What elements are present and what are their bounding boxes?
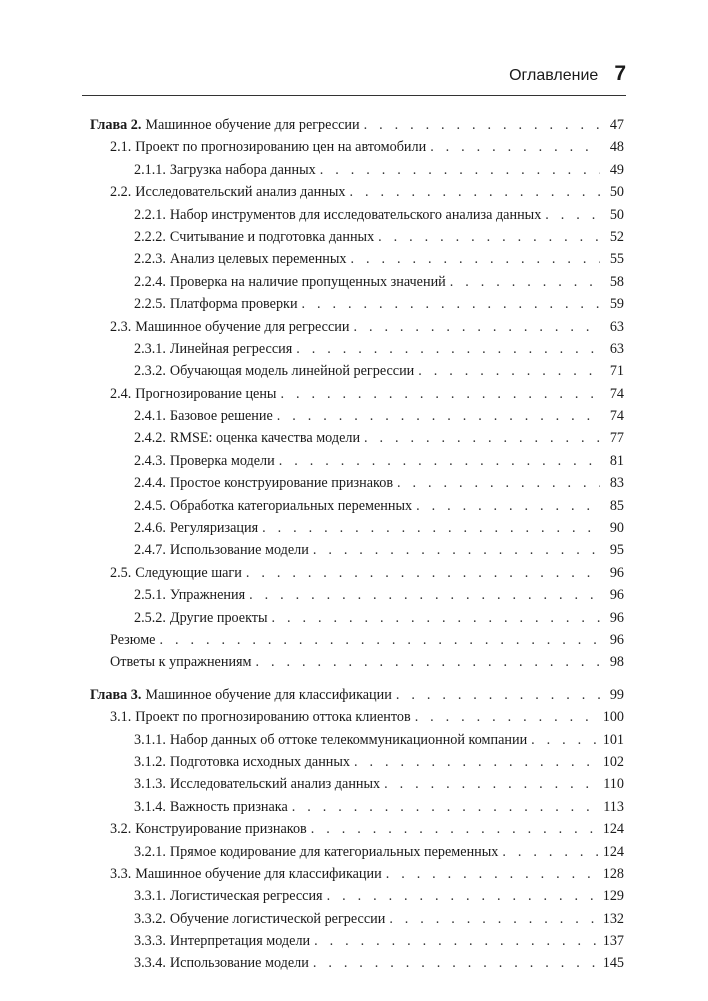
dot-leader	[354, 751, 599, 773]
toc-entry[interactable]	[90, 517, 624, 539]
toc-entry-title: Загрузка набора данных	[169, 161, 316, 178]
toc-entry-page: 49	[609, 161, 624, 178]
dot-leader	[450, 271, 600, 293]
toc-entry-page: 132	[602, 910, 624, 927]
toc-entry[interactable]	[90, 562, 624, 584]
toc-entry-page: 90	[609, 520, 624, 537]
dot-leader	[262, 517, 600, 539]
toc-entry[interactable]	[90, 751, 624, 773]
toc-entry-title: Набор данных об оттоке телекоммуникационной компании	[169, 731, 528, 748]
dot-leader	[302, 293, 600, 315]
toc-entry-page: 101	[602, 731, 624, 748]
toc-entry[interactable]	[90, 159, 624, 181]
toc-entry[interactable]	[90, 818, 624, 840]
toc-entry-title: Машинное обучение для регрессии	[135, 318, 350, 335]
toc-entry-title: Интерпретация модели	[169, 933, 311, 950]
toc-entry-number: 3.3.1.	[134, 888, 166, 905]
toc-entry-title: Важность признака	[169, 798, 288, 815]
dot-leader	[531, 729, 599, 751]
toc-entry[interactable]	[90, 450, 624, 472]
toc-entry-page: 52	[609, 228, 624, 245]
toc-entry[interactable]	[90, 383, 624, 405]
toc-entry-page: 74	[609, 385, 624, 402]
toc-entry-title: Упражнения	[169, 587, 246, 604]
toc-entry[interactable]	[90, 729, 624, 751]
dot-leader	[396, 684, 600, 706]
toc-entry-number: 2.4.1.	[134, 408, 166, 425]
toc-entry-title: Исследовательский анализ данных	[169, 776, 381, 793]
dot-leader	[314, 930, 599, 952]
toc-entry-page: 95	[609, 542, 624, 559]
dot-leader	[418, 360, 600, 382]
toc-entry[interactable]	[90, 360, 624, 382]
toc-entry-title: Простое конструирование признаков	[169, 475, 394, 492]
toc-entry[interactable]	[90, 863, 624, 885]
toc-entry-title: Считывание и подготовка данных	[169, 228, 375, 245]
toc-entry[interactable]	[90, 908, 624, 930]
toc-chapter-entry[interactable]	[90, 684, 624, 706]
toc-entry-number: 2.4.7.	[134, 542, 166, 559]
toc-entry[interactable]	[90, 629, 624, 651]
toc-entry-number: 3.3.	[110, 865, 132, 882]
toc-entry-title: Прямое кодирование для категориальных переменных	[169, 843, 499, 860]
dot-leader	[386, 863, 599, 885]
dot-leader	[351, 248, 600, 270]
toc-entry[interactable]	[90, 584, 624, 606]
toc-entry-number: 3.1.1.	[134, 731, 166, 748]
dot-leader	[320, 159, 600, 181]
toc-entry[interactable]	[90, 316, 624, 338]
dot-leader	[502, 841, 598, 863]
toc-entry-page: 77	[609, 430, 624, 447]
dot-leader	[311, 818, 599, 840]
toc-entry-number: 2.2.5.	[134, 296, 166, 313]
toc-entry-page: 71	[609, 363, 624, 380]
dot-leader	[313, 952, 599, 974]
toc-entry-page: 47	[609, 117, 624, 133]
toc-entry-page: 98	[609, 654, 624, 671]
toc-entry-number: Глава 2.	[90, 117, 142, 133]
toc-entry[interactable]	[90, 651, 624, 673]
dot-leader	[296, 338, 600, 360]
toc-entry-number: 2.4.	[110, 385, 132, 402]
header-rule	[82, 95, 626, 96]
toc-entry-title: Проект по прогнозированию цен на автомобили	[135, 139, 427, 156]
header-title: Оглавление	[509, 67, 599, 84]
dot-leader	[277, 405, 600, 427]
toc-entry[interactable]	[90, 952, 624, 974]
toc-entry-page: 96	[609, 587, 624, 604]
dot-leader	[280, 383, 600, 405]
toc-entry-page: 129	[602, 888, 624, 905]
toc-entry[interactable]	[90, 796, 624, 818]
toc-entry-page: 124	[602, 821, 624, 838]
toc-entry-title: Использование модели	[169, 542, 309, 559]
toc-entry-number: 3.3.3.	[134, 933, 166, 950]
dot-leader	[364, 114, 600, 136]
toc-entry-number: 2.1.	[110, 139, 132, 156]
toc-entry-number: 3.1.3.	[134, 776, 166, 793]
toc-entry[interactable]	[90, 271, 624, 293]
toc-entry-title: Анализ целевых переменных	[169, 251, 347, 268]
toc-entry-number: 2.2.2.	[134, 228, 166, 245]
toc-entry-page: 99	[609, 686, 624, 703]
toc-entry-title: Резюме	[110, 631, 156, 648]
toc-entry-page: 102	[602, 753, 624, 770]
toc-entry-title: Другие проекты	[169, 609, 268, 626]
page-number: 7	[614, 62, 626, 85]
toc-entry[interactable]	[90, 539, 624, 561]
toc-entry[interactable]	[90, 930, 624, 952]
toc-entry[interactable]	[90, 495, 624, 517]
toc-entry-number: 2.4.2.	[134, 430, 166, 447]
toc-entry-page: 48	[609, 139, 624, 156]
dot-leader	[416, 495, 600, 517]
toc-entry-page: 58	[609, 273, 624, 290]
dot-leader	[292, 796, 599, 818]
toc-entry-title: Подготовка исходных данных	[169, 753, 351, 770]
toc-entry[interactable]	[90, 841, 624, 863]
toc-entry-title: Линейная регрессия	[169, 340, 293, 357]
toc-entry[interactable]	[90, 226, 624, 248]
toc-entry-page: 74	[609, 408, 624, 425]
dot-leader	[256, 651, 600, 673]
toc-entry[interactable]	[90, 338, 624, 360]
toc-entry-page: 145	[602, 955, 624, 972]
toc-entry-number: 2.2.1.	[134, 206, 166, 223]
toc-entry-number: 3.2.	[110, 821, 132, 838]
toc-entry-number: 2.1.1.	[134, 161, 166, 178]
toc-entry[interactable]	[90, 472, 624, 494]
toc-entry-title: Проверка модели	[169, 452, 275, 469]
toc-entry-title: Следующие шаги	[135, 564, 242, 581]
toc-entry-number: 2.3.	[110, 318, 132, 335]
toc-entry-number: 2.4.3.	[134, 452, 166, 469]
dot-leader	[378, 226, 600, 248]
dot-leader	[545, 204, 600, 226]
toc-entry[interactable]	[90, 181, 624, 203]
dot-leader	[350, 181, 601, 203]
dot-leader	[353, 316, 600, 338]
toc-entry[interactable]	[90, 706, 624, 728]
toc-entry-number: 2.5.2.	[134, 609, 166, 626]
toc-entry-page: 100	[602, 709, 624, 726]
dot-leader	[389, 908, 598, 930]
toc-entry-page: 50	[609, 184, 624, 201]
toc-entry-title: Проверка на наличие пропущенных значений	[169, 273, 446, 290]
toc-entry-page: 55	[609, 251, 624, 268]
toc-entry-page: 59	[609, 296, 624, 313]
toc-entry-title: RMSE: оценка качества модели	[169, 430, 361, 447]
toc-entry-title: Обучение логистической регрессии	[169, 910, 386, 927]
dot-leader	[415, 706, 599, 728]
toc-entry-page: 110	[603, 776, 624, 793]
toc-entry-number: 2.2.3.	[134, 251, 166, 268]
toc-entry-number: 2.5.	[110, 564, 132, 581]
toc-entry-title: Базовое решение	[169, 408, 273, 425]
toc-entry-title: Проект по прогнозированию оттока клиентов	[135, 709, 411, 726]
toc-entry-number: 2.3.2.	[134, 363, 166, 380]
toc-entry-title: Исследовательский анализ данных	[135, 184, 346, 201]
toc-entry-page: 63	[609, 318, 624, 335]
toc-entry-title: Ответы к упражнениям	[110, 654, 252, 671]
dot-leader	[327, 885, 599, 907]
toc-entry-number: 3.3.4.	[134, 955, 166, 972]
dot-leader	[279, 450, 600, 472]
toc-entry-title: Использование модели	[169, 955, 309, 972]
toc-entry[interactable]	[90, 136, 624, 158]
toc-entry-number: 3.3.2.	[134, 910, 166, 927]
toc-entry-number: 3.1.	[110, 709, 132, 726]
toc-entry-number: 2.5.1.	[134, 587, 166, 604]
toc-entry-number: 2.3.1.	[134, 340, 166, 357]
toc-entry[interactable]	[90, 204, 624, 226]
toc-entry[interactable]	[90, 405, 624, 427]
toc-entry-page: 137	[602, 933, 624, 950]
dot-leader	[272, 607, 600, 629]
toc-entry-title: Машинное обучение для классификации	[145, 686, 392, 703]
toc-entry-page: 113	[603, 798, 624, 815]
toc-entry-page: 96	[609, 609, 624, 626]
toc-entry-page: 81	[609, 452, 624, 469]
dot-leader	[397, 472, 600, 494]
toc-entry-title: Обработка категориальных переменных	[169, 497, 413, 514]
toc-entry-number: Глава 3.	[90, 686, 142, 703]
toc-entry[interactable]	[90, 427, 624, 449]
dot-leader	[313, 539, 600, 561]
toc-entry-number: 2.2.	[110, 184, 132, 201]
toc-entry-title: Регуляризация	[169, 520, 259, 537]
toc-entry-number: 3.2.1.	[134, 843, 166, 860]
toc-entry[interactable]	[90, 885, 624, 907]
toc-entry-title: Обучающая модель линейной регрессии	[169, 363, 415, 380]
table-of-contents	[90, 114, 624, 975]
toc-entry-title: Машинное обучение для регрессии	[145, 117, 360, 133]
toc-entry-page: 124	[602, 843, 624, 860]
toc-entry-number: 2.4.6.	[134, 520, 166, 537]
toc-entry-number: 2.4.5.	[134, 497, 166, 514]
toc-entry-title: Логистическая регрессия	[169, 888, 323, 905]
dot-leader	[384, 773, 599, 795]
toc-entry-title: Конструирование признаков	[135, 821, 307, 838]
dot-leader	[249, 584, 600, 606]
running-header	[509, 62, 626, 86]
dot-leader	[246, 562, 600, 584]
dot-leader	[159, 629, 600, 651]
toc-entry-number: 2.2.4.	[134, 273, 166, 290]
toc-entry-page: 96	[609, 631, 624, 648]
toc-entry-title: Платформа проверки	[169, 296, 298, 313]
toc-entry-page: 50	[609, 206, 624, 223]
toc-entry-number: 2.4.4.	[134, 475, 166, 492]
dot-leader	[364, 427, 600, 449]
dot-leader	[430, 136, 600, 158]
toc-entry-number: 3.1.2.	[134, 753, 166, 770]
toc-entry[interactable]	[90, 607, 624, 629]
toc-entry-title: Набор инструментов для исследовательского анализа данных	[169, 206, 542, 223]
toc-chapter-entry[interactable]	[90, 114, 624, 136]
toc-entry[interactable]	[90, 773, 624, 795]
toc-entry-page: 83	[609, 475, 624, 492]
toc-entry-page: 96	[609, 564, 624, 581]
toc-entry-page: 85	[609, 497, 624, 514]
toc-entry[interactable]	[90, 248, 624, 270]
toc-entry-page: 63	[609, 340, 624, 357]
toc-entry-title: Машинное обучение для классификации	[135, 865, 382, 882]
toc-entry[interactable]	[90, 293, 624, 315]
toc-entry-number: 3.1.4.	[134, 798, 166, 815]
toc-entry-title: Прогнозирование цены	[135, 385, 277, 402]
toc-entry-page: 128	[602, 865, 624, 882]
